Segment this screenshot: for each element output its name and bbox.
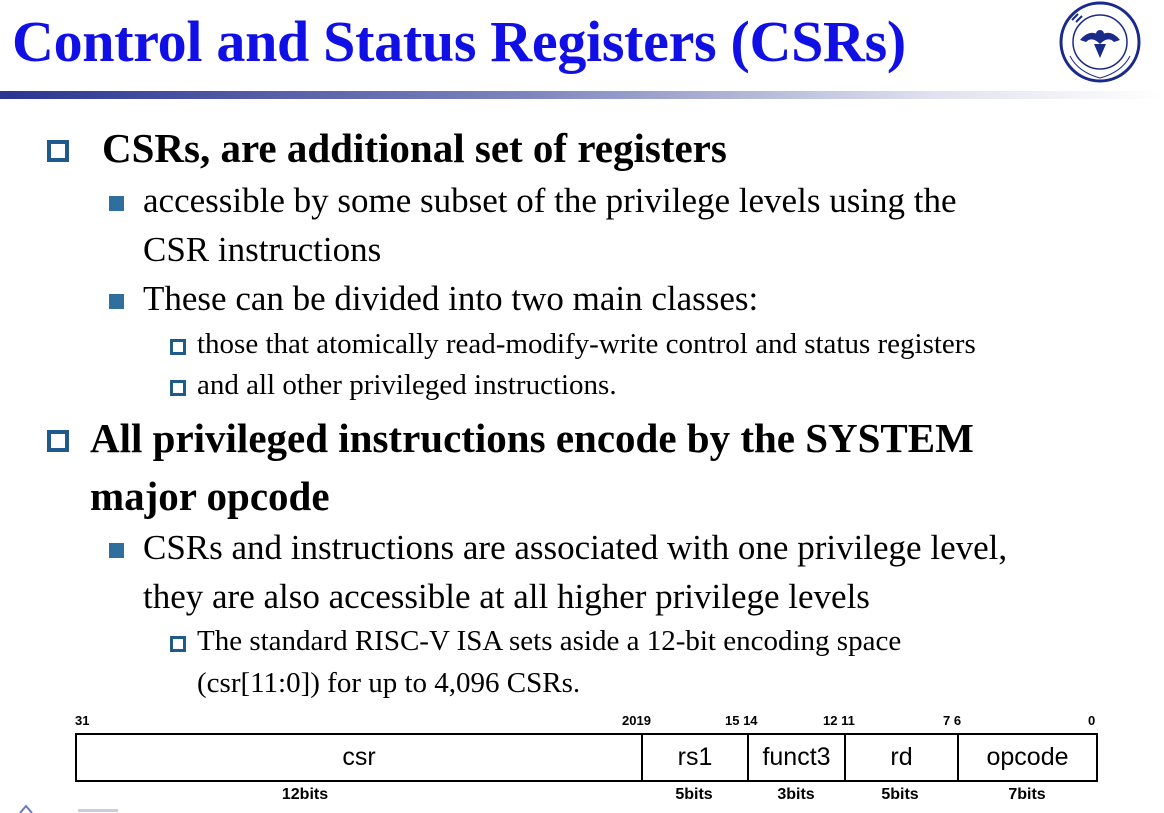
bullet-text: CSRs and instructions are associated with one privilege level, — [143, 528, 1008, 567]
bit-label: 15 14 — [725, 713, 758, 728]
field-rd: rd — [846, 735, 959, 780]
bit-label: 12 11 — [823, 713, 855, 728]
instruction-format-table — [75, 733, 1098, 782]
university-seal-logo — [1058, 0, 1142, 84]
bullet-filled-square-icon — [109, 294, 124, 309]
slide-title: Control and Status Registers (CSRs) — [12, 9, 906, 74]
bullet-hollow-square-icon — [170, 339, 186, 355]
bullet-text-continued: they are also accessible at all higher privilege levels — [143, 577, 870, 616]
bit-label: 2019 — [622, 713, 651, 728]
bullet-text: CSRs, are additional set of registers — [102, 125, 727, 171]
bullet-text: and all other privileged instructions. — [197, 369, 617, 401]
bullet-text-continued: (csr[11:0]) for up to 4,096 CSRs. — [197, 667, 581, 699]
field-width-label: 5bits — [881, 786, 919, 803]
bit-label: 0 — [1088, 713, 1096, 728]
bullet-text-continued: major opcode — [90, 473, 330, 519]
bullet-hollow-square-icon — [170, 636, 186, 652]
field-rs1: rs1 — [643, 735, 749, 780]
bullet-filled-square-icon — [109, 196, 124, 211]
bit-label: 31 — [75, 713, 90, 728]
bullet-text: accessible by some subset of the privilege levels using the — [143, 181, 957, 220]
bullet-hollow-square-icon — [47, 140, 69, 162]
bullet-hollow-square-icon — [47, 430, 69, 452]
bullet-hollow-square-icon — [170, 380, 186, 396]
bullet-text: These can be divided into two main classes: — [143, 279, 759, 318]
field-csr: csr — [77, 735, 643, 780]
field-width-label: 3bits — [777, 786, 815, 803]
bit-label: 7 6 — [943, 713, 962, 728]
bullet-text: The standard RISC-V ISA sets aside a 12-bit encoding space — [197, 625, 902, 657]
field-funct3: funct3 — [749, 735, 846, 780]
bullet-text: All privileged instructions encode by the SYSTEM — [90, 415, 974, 461]
bullet-text-continued: CSR instructions — [143, 230, 382, 269]
title-underline — [0, 91, 1164, 99]
bullet-filled-square-icon — [109, 543, 124, 558]
bullet-text: those that atomically read-modify-write control and status registers — [197, 328, 976, 360]
field-width-label: 5bits — [675, 786, 713, 803]
field-width-label: 12bits — [281, 786, 329, 803]
field-opcode: opcode — [986, 743, 1069, 771]
footer-logo — [18, 804, 168, 813]
field-width-label: 7bits — [1008, 786, 1046, 803]
